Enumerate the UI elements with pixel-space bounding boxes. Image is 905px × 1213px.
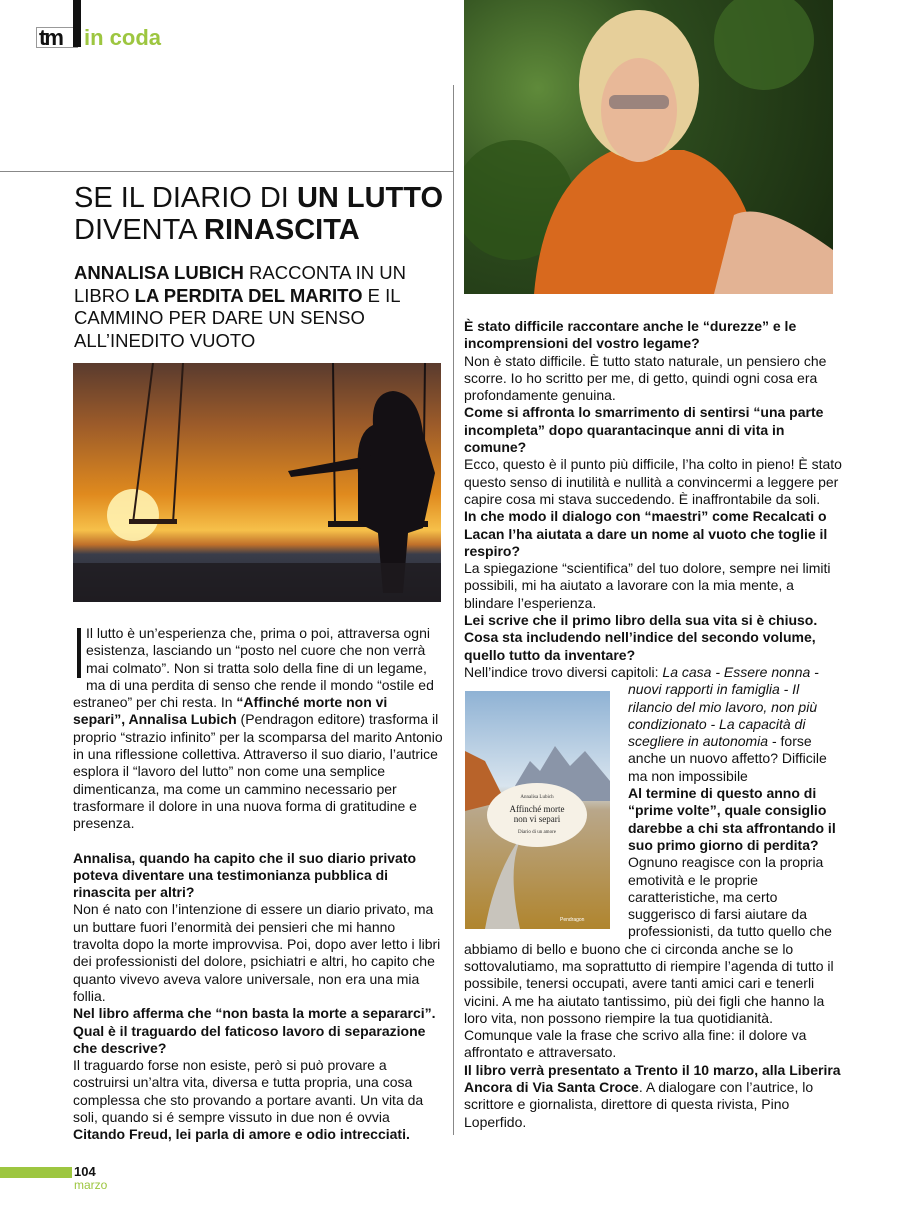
article-subtitle: [74, 262, 449, 352]
sunset-swing-photo: [73, 363, 441, 602]
interview-question: [464, 508, 842, 560]
interview-question: [73, 850, 443, 902]
paragraph: [464, 560, 842, 612]
issue-month: marzo: [74, 1178, 108, 1192]
section-label: in coda: [84, 25, 162, 50]
interview-question: [73, 1005, 443, 1057]
bold-text: È stato difficile raccontare anche le “durezze” e le incomprensioni del vostro legame?: [464, 318, 797, 352]
author-portrait-photo: [464, 0, 833, 294]
italic-text: La casa - Essere nonna: [662, 663, 811, 680]
svg-text:Pendragon: Pendragon: [560, 917, 585, 924]
text-run: . A dialogare con l’autrice, lo scrittore e giornalista, direttore di questa rivista, Pino Loperfido.: [464, 1079, 814, 1130]
svg-text:non vi separi: non vi separi: [513, 814, 561, 825]
text-run: RACCONTA IN UN LIBRO: [74, 262, 406, 306]
right-column-text: [464, 318, 842, 1131]
text-run: - forse anche un nuovo affetto? Difficile ma non impossibile: [628, 733, 827, 784]
bold-text: Nel libro afferma che “non basta la morte a separarci”. Qual è il traguardo del faticoso lavoro di separazione che descrive?: [73, 1005, 436, 1056]
interview-question: [73, 1126, 443, 1143]
bold-text: ANNALISA LUBICH: [74, 262, 244, 283]
text-run: Il lutto è un’esperienza che, prima o poi, attraversa ogni esistenza, lasciando un “posto nel cuore che non verrà mai colmato”. Non si tratta solo della fine di un legame, ma di una perdita di senso che rende il mondo “ostile ed estraneo” per chi resta. In: [73, 625, 434, 711]
interview-question: [464, 612, 842, 664]
text-run: (Pendragon editore) trasforma il proprio “strazio infinito” per la scomparsa del marito Antonio in una riflessione collettiva. Attraverso il suo diario, l’autrice esplora il “lavoro del lutto” non come una semplice dimenticanza, ma come un cammino necessario per trasformare il dolore in una nuova forma di gratitudine e presenza.: [73, 711, 443, 832]
page-number: 104: [74, 1164, 96, 1179]
bold-text: Come si affronta lo smarrimento di sentirsi “una parte incompleta” dopo quarantacinque anni di vita in comune?: [464, 404, 824, 456]
magazine-logo: tm: [39, 25, 62, 50]
text-run: DIVENTA: [74, 214, 204, 246]
svg-text:Diario di un amore: Diario di un amore: [518, 830, 556, 836]
text-run: Non é nato con l’intenzione di essere un diario privato, ma un buttare fuori l’enormità dei pensieri che mi hanno travolta dopo la morte improvvisa. Poi, dopo aver letto i libri dei professionisti del dolore, psichiatri e altri, ho capito che quanto vivevo aveva valore universale, non era una mia follia.: [73, 901, 441, 1004]
paragraph: [73, 901, 443, 1005]
bold-text: Lei scrive che il primo libro della sua vita si è chiuso. Cosa sta includendo nell’indice del secondo volume, quello tutto da inventare?: [464, 612, 818, 663]
text-run: Ognuno reagisce con la propria emotività e le proprie caratteristiche, ma certo suggerisco di farsi aiutare da professionisti, da tutto quello che abbiamo di bello e buono che ci circonda anche se lo sottovalutiamo, ma soprattutto di riempire l’agenda di tutto il possibile, tenersi occupati, avere tanti amici cari e tenerli vicini. A me ha aiutato tantissimo, più dei figli che hanno la loro vita, non possono riempire la tua quotidianità. Comunque vale la frase che scrivo alla fine: il dolore va affrontato e attraversato.: [464, 854, 834, 1061]
bold-text: Il libro verrà presentato a Trento il 10 marzo, alla Liberira Ancora di Via Santa Croce: [464, 1061, 841, 1096]
bold-text: Annalisa, quando ha capito che il suo diario privato poteva diventare una testimonianza pubblica di rinascita per altri?: [73, 849, 417, 901]
bold-text: Al termine di questo anno di “prime volte”, quale consiglio darebbe a chi sta affrontando il suo primo giorno di perdita?: [628, 785, 836, 853]
paragraph: [73, 1057, 443, 1126]
drop-bar: [77, 628, 81, 678]
bold-text: RINASCITA: [204, 214, 360, 246]
article-title: [74, 182, 449, 246]
text-run: E IL CAMMINO PER DARE UN SENSO ALL’INEDITO VUOTO: [74, 284, 400, 351]
paragraph: [464, 353, 842, 405]
interview-question: [464, 318, 842, 353]
logo-bar: [73, 0, 81, 47]
svg-text:Annalisa Lubich: Annalisa Lubich: [520, 795, 554, 801]
interview-question: [464, 404, 842, 456]
italic-text: - nuovi rapporti in famiglia - Il rilancio del mio lavoro, non più condizionato - La capacità di scegliere in autonomia: [628, 663, 819, 750]
text-run: Nell’indice trovo diversi capitoli:: [464, 663, 663, 680]
text-run: Non è stato difficile. È tutto stato naturale, un pensiero che scorre. Io ho scritto per me, di getto, quindi ogni cosa era profondamente genuina.: [464, 352, 827, 404]
footer-accent-bar: [0, 1167, 72, 1178]
svg-text:Affinché morte: Affinché morte: [509, 804, 565, 815]
paragraph: [73, 625, 443, 833]
paragraph: [464, 456, 842, 508]
bold-text: In che modo il dialogo con “maestri” come Recalcati o Lacan l’ha aiutata a dare un nome al vuoto che toglie il respiro?: [464, 508, 828, 559]
text-run: SE IL DIARIO DI: [74, 182, 297, 214]
left-column-text: [73, 625, 443, 1144]
text-run: Il traguardo forse non esiste, però si può provare a costruirsi un’altra vita, diversa e tutta propria, una cosa complessa che sto provando a portare avanti. Un vita da soli, quando si é sempre vissuto in due non é ovvia: [73, 1057, 424, 1126]
paragraph: [464, 1062, 842, 1131]
bold-text: LA PERDITA DEL MARITO: [134, 284, 363, 306]
text-run: Ecco, questo è il punto più difficile, l’ha colto in pieno! È stato questo senso di inutilità e nullità a convincermi a leggere per capire cosa mi stava succedendo. È inaffrontabile da soli.: [464, 456, 842, 507]
text-run: La spiegazione “scientifica” del tuo dolore, sempre nei limiti possibili, mi ha aiutato a lavorare con la mia mente, a blindare l’esperienza.: [464, 560, 831, 611]
book-cover-image: [465, 691, 610, 929]
bold-text: Citando Freud, lei parla di amore e odio intrecciati.: [73, 1126, 410, 1143]
bold-text: “Affinché morte non vi separi”, Annalisa Lubich: [73, 694, 388, 728]
divider-vertical: [453, 85, 454, 1135]
divider-horizontal: [0, 171, 453, 172]
bold-text: UN LUTTO: [296, 182, 443, 214]
